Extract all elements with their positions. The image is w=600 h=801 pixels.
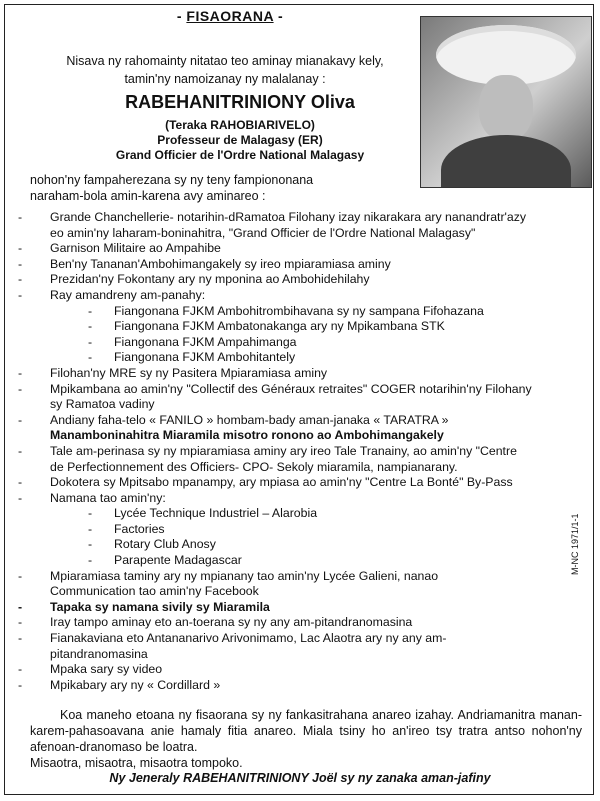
list-item xyxy=(14,569,570,585)
bullet: - xyxy=(88,319,93,334)
closing-paragraph xyxy=(30,707,582,771)
list-item xyxy=(14,615,570,631)
list-item xyxy=(14,241,570,257)
list-item-text: Dokotera sy Mpitsabo mpanampy, ary mpiasa ao amin'ny "Centre La Bonté" By-Pass xyxy=(50,475,513,490)
list-item xyxy=(14,475,570,491)
bullet: - xyxy=(88,350,93,365)
list-item-text: Garnison Militaire ao Ampahibe xyxy=(50,241,221,256)
list-item xyxy=(14,335,570,351)
bullet: - xyxy=(18,210,23,224)
closing-text: Koa maneho etoana ny fisaorana sy ny fankasitrahana anareo izahay. Andriamanitra manan-karem-pahasoavana anie hamaly fitia anareo. Miala tsiny ho an'ireo tsy tratra antso nohon'ny afenoan-dranomaso be loatra. xyxy=(30,708,582,754)
list-item xyxy=(14,584,570,600)
bullet: - xyxy=(18,662,23,677)
list-item-text: de Perfectionnement des Officiers- CPO- Sekoly miaramila, nampianarany. xyxy=(50,459,458,474)
bullet: - xyxy=(18,287,23,302)
list-item-text: Mpiaramiasa taminy ary ny mpianany tao amin'ny Lycée Galieni, nanao xyxy=(50,568,439,583)
bullet: - xyxy=(88,521,93,536)
list-item-text: Fiangonana FJKM Ambatonakanga ary ny Mpikambana STK xyxy=(114,319,445,334)
list-item-text: Grande Chanchellerie- notarihin-dRamatoa Filohany izay nikarakara ary nanandratr'azy xyxy=(50,210,527,224)
bullet: - xyxy=(18,381,23,396)
bullet: - xyxy=(18,365,23,380)
list-item-text: Iray tampo aminay eto an-toerana sy ny any am-pitandranomasina xyxy=(50,615,413,630)
deceased-alias: (Teraka RAHOBIARIVELO) xyxy=(165,118,315,132)
list-item-text: Fianakaviana eto Antananarivo Arivonimamo, Lac Alaotra ary ny any am- xyxy=(50,631,447,646)
bullet: - xyxy=(18,490,23,505)
shoulders-shape xyxy=(441,135,571,188)
list-item xyxy=(14,210,570,226)
deceased-name: RABEHANITRINIONY Oliva xyxy=(125,92,355,112)
list-item-text: Mpaka sary sy video xyxy=(50,662,163,677)
list-item xyxy=(14,460,570,476)
thanks-list xyxy=(14,210,570,693)
bullet: - xyxy=(88,553,93,568)
lead-line-1: nohon'ny fampaherezana sy ny teny fampiononana xyxy=(30,173,314,187)
list-item-text: Fiangonana FJKM Ambohitrombihavana sy ny sampana Fifohazana xyxy=(114,303,484,318)
list-item xyxy=(14,537,570,553)
page-title: - FISAORANA - xyxy=(176,8,284,24)
bullet: - xyxy=(88,506,93,521)
list-item xyxy=(14,382,570,398)
deceased-honor: Grand Officier de l'Ordre National Malagasy xyxy=(115,148,365,162)
portrait-photo xyxy=(420,16,592,188)
intro-text xyxy=(40,52,410,88)
list-item xyxy=(14,506,570,522)
list-item xyxy=(14,366,570,382)
list-item xyxy=(14,304,570,320)
list-item-text: Ben'ny Tananan'Ambohimangakely sy ireo mpiaramiasa aminy xyxy=(50,256,391,271)
bullet: - xyxy=(18,443,23,458)
list-item xyxy=(14,226,570,242)
signature: Ny Jeneraly RABEHANITRINIONY Joël sy ny zanaka aman-jafiny xyxy=(109,771,491,785)
margin-code: M-NC 1971/1-1 xyxy=(570,513,580,575)
bullet: - xyxy=(88,537,93,552)
list-item xyxy=(14,319,570,335)
list-item xyxy=(14,522,570,538)
lead-line-2: naraham-bola amin-karena avy aminareo : xyxy=(30,189,266,203)
bullet: - xyxy=(88,303,93,318)
list-item-text: Fiangonana FJKM Ambohitantely xyxy=(114,350,296,365)
list-item-text: Rotary Club Anosy xyxy=(114,537,216,552)
list-item-text: Ray amandreny am-panahy: xyxy=(50,287,206,302)
list-item xyxy=(14,444,570,460)
list-item-text: Parapente Madagascar xyxy=(114,553,242,568)
list-item-text: Factories xyxy=(114,521,165,536)
list-item-text: eo amin'ny laharam-boninahitra, "Grand Officier de l'Ordre National Malagasy" xyxy=(50,225,476,240)
list-item-text: Manamboninahitra Miaramila misotro ronono ao Ambohimangakely xyxy=(50,428,444,443)
list-item-text: Tapaka sy namana sivily sy Miaramila xyxy=(50,599,270,614)
bullet: - xyxy=(18,412,23,427)
bullet: - xyxy=(18,599,23,614)
list-item xyxy=(14,288,570,304)
list-item xyxy=(14,257,570,273)
bullet: - xyxy=(18,677,23,692)
closing-thanks: Misaotra, misaotra, misaotra tompoko. xyxy=(30,756,243,770)
list-item-text: Filohan'ny MRE sy ny Pasitera Mpiaramiasa aminy xyxy=(50,365,328,380)
list-item xyxy=(14,678,570,694)
list-item-text: Mpikambana ao amin'ny "Collectif des Généraux retraites" COGER notarihin'ny Filohany xyxy=(50,381,532,396)
face-shape xyxy=(479,75,533,141)
list-item-text: Fiangonana FJKM Ampahimanga xyxy=(114,334,297,349)
bullet: - xyxy=(18,568,23,583)
bullet: - xyxy=(18,272,23,287)
bullet: - xyxy=(18,615,23,630)
list-item-text: Lycée Technique Industriel – Alarobia xyxy=(114,506,318,521)
bullet: - xyxy=(18,256,23,271)
list-item xyxy=(14,428,570,444)
list-item-text: sy Ramatoa vadiny xyxy=(50,397,155,412)
intro-line-1: Nisava ny rahomainty nitatao teo aminay mianakavy kely, xyxy=(66,54,384,68)
list-item xyxy=(14,350,570,366)
list-item xyxy=(14,491,570,507)
list-item xyxy=(14,600,570,616)
list-item xyxy=(14,553,570,569)
list-item xyxy=(14,647,570,663)
list-item xyxy=(14,631,570,647)
intro-line-2: tamin'ny namoizanay ny malalanay : xyxy=(124,72,326,86)
list-item-text: Tale am-perinasa sy ny mpiaramiasa aminy ary ireo Tale Tranainy, ao amin'ny "Centre xyxy=(50,443,517,458)
bullet: - xyxy=(18,241,23,256)
list-item xyxy=(14,397,570,413)
bullet: - xyxy=(88,334,93,349)
list-item-text: Communication tao amin'ny Facebook xyxy=(50,584,259,599)
list-item-text: Namana tao amin'ny: xyxy=(50,490,166,505)
list-item xyxy=(14,413,570,429)
bullet: - xyxy=(18,475,23,490)
list-item-text: Andiany faha-telo « FANILO » hombam-bady aman-janaka « TARATRA » xyxy=(50,412,449,427)
list-item-text: pitandranomasina xyxy=(50,646,148,661)
list-item-text: Mpikabary ary ny « Cordillard » xyxy=(50,677,221,692)
list-item xyxy=(14,662,570,678)
list-item xyxy=(14,272,570,288)
bullet: - xyxy=(18,631,23,646)
list-item-text: Prezidan'ny Fokontany ary ny mponina ao Ambohidehilahy xyxy=(50,272,370,287)
deceased-role: Professeur de Malagasy (ER) xyxy=(157,133,323,147)
